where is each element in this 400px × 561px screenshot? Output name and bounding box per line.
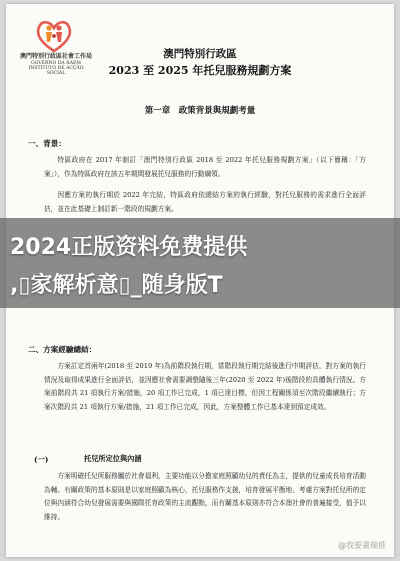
org-name-pt: GOVERNO DA RAEM INSTITUTO DE ACÇÃO SOCIAL: [28, 60, 84, 77]
org-name: 澳門特別行政區社會工作局: [20, 53, 93, 60]
document-title-line2: 2023 至 2025 年托兒服務規劃方案: [108, 64, 292, 77]
section-background-body: [44, 154, 366, 216]
chapter-heading: 第一章 政策背景與規劃考量: [144, 106, 256, 116]
banner-headline-line1: 2024正版资料免费提供: [10, 235, 248, 260]
subsection-body: [44, 470, 366, 524]
subsection-title: 托兒所定位與內涵: [84, 454, 142, 463]
subsection-number: (一): [34, 455, 49, 464]
section-summary-body: [44, 360, 366, 414]
paragraph: 因應方案的執行期於 2022 年完結，特區政府依總結方案的執行經驗，對托兒服務的需求進行全面評估，並在此基礎上制訂新一階段的規劃方案。: [44, 191, 366, 213]
paragraph: 方案明確托兒所服務屬於社會福利，主要功能以分擔家庭照顧幼兒的責任為主，提供的兒童成長培育活動為輔。有關政策的基本原則是以家庭照顧為核心，托兒服務作支援，培育發展平衡地、考慮方案對托兒所的定位與內涵符合幼兒發展需要與國際托育政策的主流觀點，而有關基本原則亦符合本澳社會的普遍接受，值予以維持。: [44, 472, 366, 521]
section-background-heading: 一、背景：: [28, 139, 66, 148]
paragraph: 特區政府在 2017 年制訂「澳門特別行政區 2018 至 2022 年托兒服務規劃方案」（以下簡稱：「方案」），作為特區政府在該五年期間發展托兒服務的行動綱領。: [44, 156, 366, 178]
paragraph: 方案訂定首兩年(2018 至 2019 年)為前階段執行期，當階段執行期完結後進行中期評估，對方案的執行情況及取得成果進行全面評估，並因應社會需要調整隨後三年(2020 至 2022 年)後階段的具體執行情況。方案前階段共 21 項執行方案/措施，20 項工作已完成，1 項已達目標，但因工程關係須至次階段繼續執行；方案次階段共 21 項執行方案/措施，21 項工作已完成，因此，方案整體工作已基本達到預定成效。: [44, 362, 366, 411]
document-title-line1: 澳門特別行政區: [163, 48, 237, 60]
banner-headline-line2: ,▯家解析意▯_随身版T: [10, 273, 223, 298]
section-summary-heading: 二、方案經驗總結：: [28, 345, 97, 354]
watermark: @我要畫瑞推: [338, 541, 386, 550]
